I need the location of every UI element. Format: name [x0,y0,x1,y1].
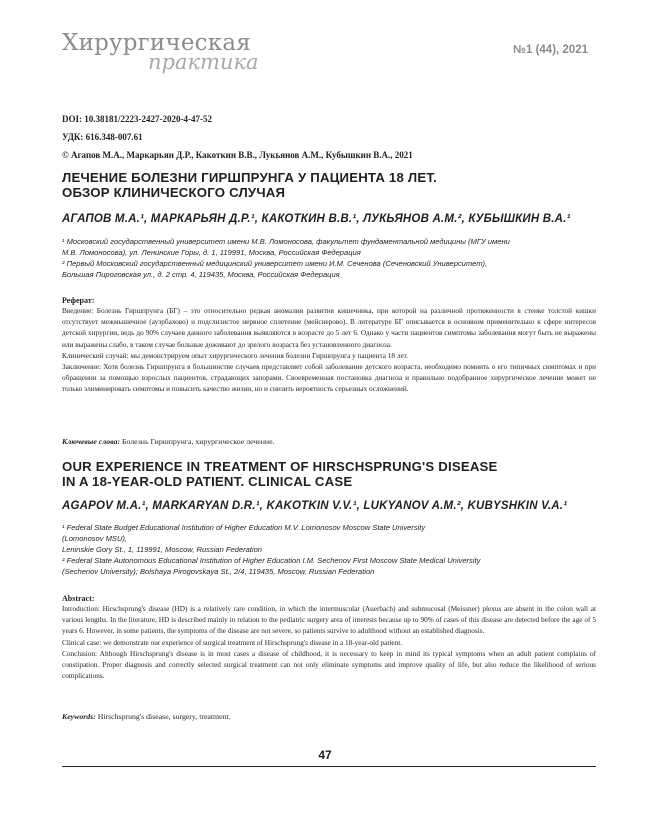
journal-subtitle: практика [148,50,259,74]
en-affiliation-line: (Lomonosov MSU), [62,534,128,543]
ru-affiliation-line: ² Первый Московский государственный медицинский университет имени И.М. Сеченова (Сеченовский Университет), [62,259,488,268]
ru-keywords-label: Ключевые слова: [62,437,121,446]
en-affiliation-line: ¹ Federal State Budget Educational Institution of Higher Education M.V. Lomonosov Moscow State University [62,523,426,532]
ru-keywords [62,437,275,446]
ru-affiliation-line: Большая Пироговская ул., д. 2 стр. 4, 119435, Москва, Российская Федерация [62,270,340,279]
page-number: 47 [318,748,332,762]
ru-title-line: ЛЕЧЕНИЕ БОЛЕЗНИ ГИРШПРУНГА У ПАЦИЕНТА 18 ЛЕТ. [62,170,437,185]
en-keywords-text: Hirschsprung's disease, surgery, treatment. [97,712,231,721]
en-title [62,459,602,489]
copyright: © Агапов М.А., Маркарьян Д.Р., Какоткин В.В., Лукьянов А.М., Кубышкин В.А., 2021 [62,150,413,160]
en-keywords [62,712,231,721]
ru-title [62,170,602,200]
ru-abstract-label: Реферат: [62,296,95,305]
ru-title-line: ОБЗОР КЛИНИЧЕСКОГО СЛУЧАЯ [62,185,286,200]
en-abstract-paragraph: Introduction: Hirschsprung's disease (HD) is a relatively rare condition, in which the intermuscular (Auerbach) and submucosal (Meissner) plexus are absent in the colon wall at various lengths. In the literature, HD is described mainly in relation to the pediatric surgery area of interests because up to 90% of cases of this disease are detected before the age of 5 years 6. However, in some patients, the symptoms of the disease are not severe, so patients survive to adulthood without an established diagnosis. [62,605,596,636]
en-abstract-paragraph: Clinical case: we demonstrate our experience of surgical treatment of Hirschsprung's disease in a 18-year-old patient. [62,638,403,647]
footer-rule [62,766,596,767]
ru-affiliations [62,236,597,280]
en-abstract [62,604,596,682]
en-affiliations [62,522,597,577]
ru-abstract-paragraph: Заключение: Хотя болезнь Гиршпрунга в большинстве случаев представляет собой заболевание детского возраста, необходимо помнить о его типичных симптомах и при обращении за помощью взрослых пациентов, страдающих запорами. Своевременная постановка диагноза и правильно подобранное хирургическое лечение может не только элиминировать симптомы и повысить качество жизни, но и снизить вероятность серьезных осложнений. [62,363,596,394]
journal-title: Хирургическая [62,30,251,56]
ru-affiliation-line: ¹ Московский государственный университет имени М.В. Ломоносова, факультет фундаментальной медицины (МГУ имени [62,237,510,246]
doi: DOI: 10.38181/2223-2427-2020-4-47-52 [62,114,212,124]
en-affiliation-line: Leninskie Gory St., 1, 119991, Moscow, Russian Federation [62,545,262,554]
journal-logo [62,30,259,82]
en-abstract-paragraph: Conclusion: Although Hirschsprung's disease is in most cases a disease of childhood, it is necessary to keep in mind its typical symptoms when an adult patient complains of constipation. Proper diagnosis and correctly selected surgical treatment can not only eliminate symptoms and improve quality of life, but also reduce the likelihood of serious complications. [62,649,596,681]
ru-affiliation-line: М.В. Ломоносова), ул. Ленинские Горы, д. 1, 119991, Москва, Российская Федерация [62,248,361,257]
en-keywords-label: Keywords: [62,712,96,721]
ru-authors: АГАПОВ М.А.¹, МАРКАРЬЯН Д.Р.¹, КАКОТКИН В.В.¹, ЛУКЬЯНОВ А.М.², КУБЫШКИН В.А.¹ [62,213,571,225]
en-title-line: IN A 18-YEAR-OLD PATIENT. CLINICAL CASE [62,474,353,489]
ru-abstract [62,306,596,396]
ru-keywords-text: Болезнь Гиршпрунга, хирургическое лечение. [121,437,275,446]
en-affiliation-line: ² Federal State Autonomous Educational Institution of Higher Education I.M. Sechenov First Moscow State Medical University [62,556,481,565]
ru-abstract-paragraph: Клинический случай: мы демонстрируем опыт хирургического лечения болезни Гиршпрунга у пациента 18 лет. [62,351,409,360]
en-affiliation-line: (Sechenov University); Bolshaya Pirogovskaya St., 2/4, 119435, Moscow, Russian Federation [62,567,375,576]
issue-number: №1 (44), 2021 [513,44,588,56]
udk: УДК: 616.348-007.61 [62,132,143,142]
ru-abstract-paragraph: Введение: Болезнь Гиршпрунга (БГ) – это относительно редкая аномалия развития кишечника, при которой на различной протяженности в стенке толстой кишки отсутствует межмышечное (ауэрбахово) и подслизистое нервное сплетение (мейснерово). В литературе БГ описывается в основном применительно к сфере интересов детской хирургии, ведь до 90% случаев данного заболевания выявляются в возрасте до 5 лет 6. Однако у части пациентов симптомы заболевания могут быть не выражены или выражены слабо, в таком случае больные доживают до зрелого возраста без установленного диагноза. [62,307,596,349]
en-authors: AGAPOV M.A.¹, MARKARYAN D.R.¹, KAKOTKIN V.V.¹, LUKYANOV A.M.², KUBYSHKIN V.A.¹ [62,500,568,512]
en-title-line: OUR EXPERIENCE IN TREATMENT OF HIRSCHSPRUNG'S DISEASE [62,459,498,474]
en-abstract-label: Abstract: [62,594,95,603]
